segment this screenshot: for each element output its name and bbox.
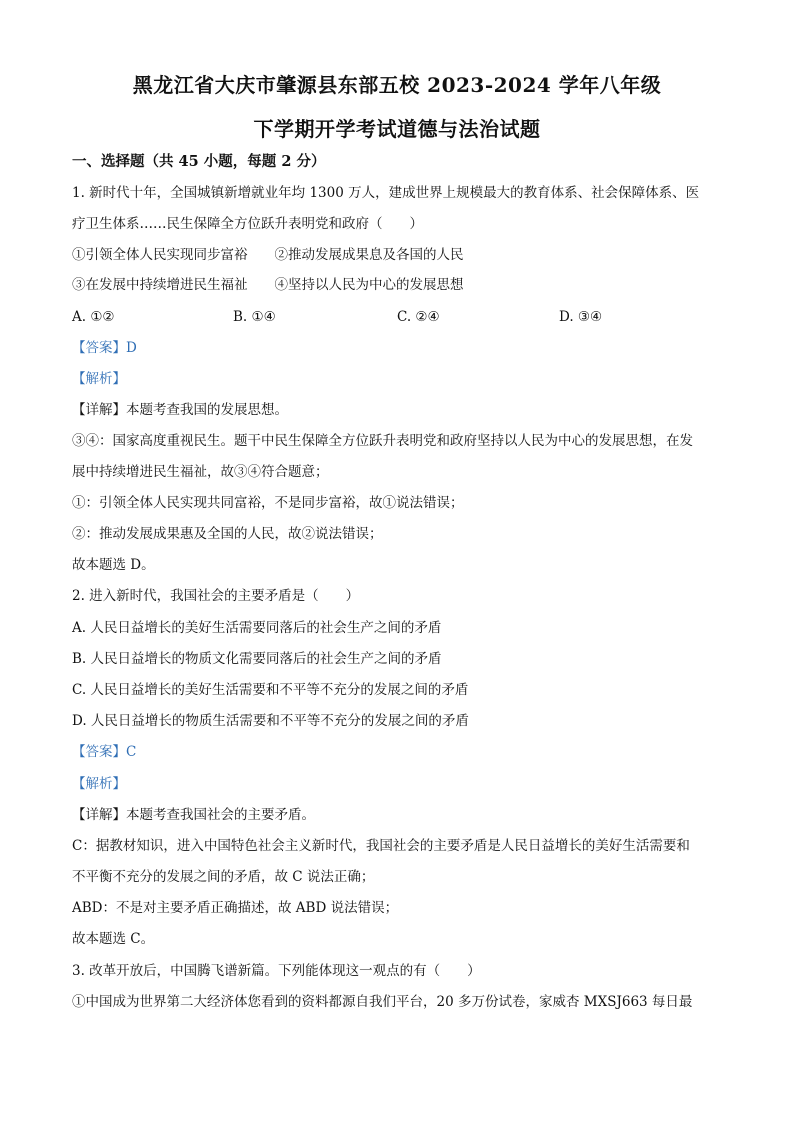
- q1-stem-line-2: 疗卫生体系……民生保障全方位跃升表明党和政府（ ）: [72, 216, 423, 232]
- q2-explanation-line-1: C：据教材知识，进入中国特色社会主义新时代，我国社会的主要矛盾是人民日益增长的美好生活需要和: [72, 838, 690, 854]
- q1-explanation-line-1: ③④：国家高度重视民生。题干中民生保障全方位跃升表明党和政府坚持以人民为中心的发展思想，在发: [72, 433, 693, 449]
- q1-option-b: B. ①④: [233, 309, 276, 325]
- q2-answer: 【答案】C: [72, 744, 137, 760]
- q2-analysis-label: 【解析】: [72, 776, 126, 792]
- q2-explanation-line-2: 不平衡不充分的发展之间的矛盾，故 C 说法正确；: [72, 869, 375, 885]
- q1-explanation-line-3: ①：引领全体人民实现共同富裕，不是同步富裕，故①说法错误；: [72, 495, 464, 511]
- q2-stem: 2. 进入新时代，我国社会的主要矛盾是（ ）: [72, 588, 360, 604]
- q2-detail: 【详解】本题考查我国社会的主要矛盾。: [72, 807, 315, 823]
- q2-option-b: B. 人民日益增长的物质文化需要同落后的社会生产之间的矛盾: [72, 651, 442, 667]
- q1-explanation-line-4: ②：推动发展成果惠及全国的人民，故②说法错误；: [72, 526, 383, 542]
- q1-items-line-2: ③在发展中持续增进民生福祉 ④坚持以人民为中心的发展思想: [72, 277, 464, 293]
- q3-stem: 3. 改革开放后，中国腾飞谱新篇。下列能体现这一观点的有（ ）: [72, 963, 481, 979]
- q2-option-c: C. 人民日益增长的美好生活需要和不平等不充分的发展之间的矛盾: [72, 682, 469, 698]
- document-title-line-1: 黑龙江省大庆市肇源县东部五校 2023-2024 学年八年级: [132, 73, 662, 97]
- q1-answer: 【答案】D: [72, 340, 137, 356]
- q1-items-line-1: ①引领全体人民实现同步富裕 ②推动发展成果息及各国的人民: [72, 247, 464, 263]
- q1-option-a: A. ①②: [72, 309, 115, 325]
- q2-explanation-line-3: ABD：不是对主要矛盾正确描述，故 ABD 说法错误；: [72, 900, 399, 916]
- section-heading: 一、选择题（共 45 小题，每题 2 分）: [72, 153, 326, 170]
- q1-conclusion: 故本题选 D。: [72, 557, 155, 573]
- q1-stem-line-1: 1. 新时代十年，全国城镇新增就业年均 1300 万人，建成世界上规模最大的教育体系、社会保障体系、医: [72, 185, 700, 201]
- q1-analysis-label: 【解析】: [72, 371, 126, 387]
- q2-conclusion: 故本题选 C。: [72, 931, 155, 947]
- q2-option-a: A. 人民日益增长的美好生活需要同落后的社会生产之间的矛盾: [72, 620, 442, 636]
- q2-option-d: D. 人民日益增长的物质生活需要和不平等不充分的发展之间的矛盾: [72, 713, 469, 729]
- q3-item-1: ①中国成为世界第二大经济体您看到的资料都源自我们平台，20 多万份试卷，家威杏 MXSJ663 每日最: [72, 994, 693, 1010]
- q1-option-c: C. ②④: [397, 309, 440, 325]
- q1-option-d: D. ③④: [559, 309, 603, 325]
- document-title-line-2: 下学期开学考试道德与法治试题: [253, 117, 541, 141]
- q1-detail: 【详解】本题考查我国的发展思想。: [72, 402, 288, 418]
- q1-explanation-line-2: 展中持续增进民生福祉，故③④符合题意；: [72, 464, 329, 480]
